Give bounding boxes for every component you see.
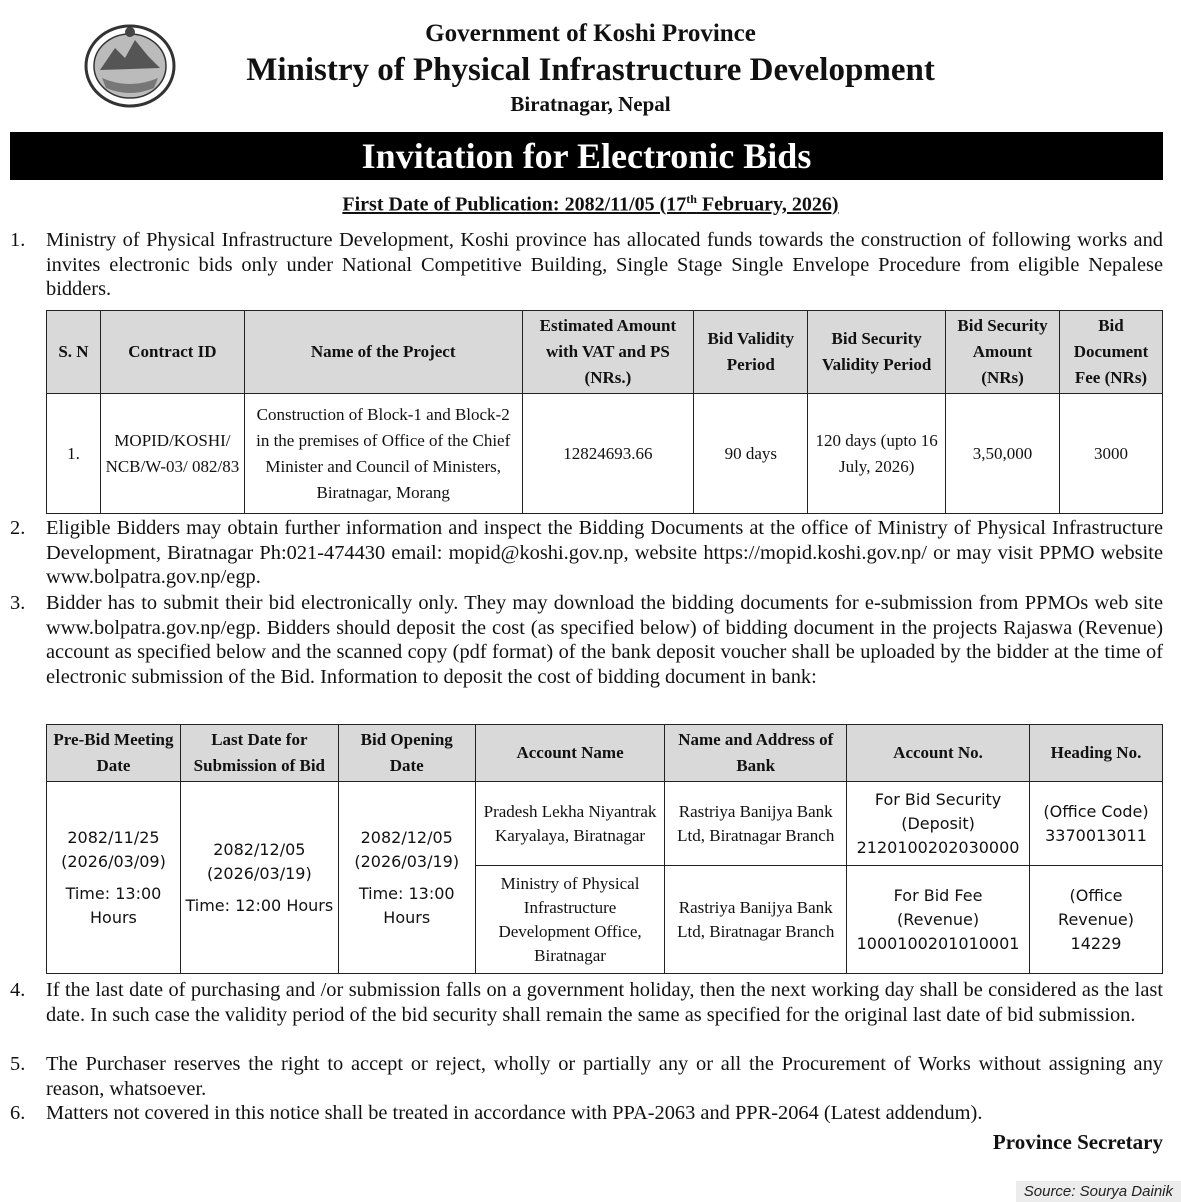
location-subtitle: Biratnagar, Nepal (510, 92, 671, 116)
bank-cell: Rastriya Banijya Bank Ltd, Biratnagar Branch (665, 866, 847, 974)
column-header: Heading No. (1030, 725, 1163, 782)
table-cell: 3,50,000 (946, 394, 1060, 514)
opening-date-cell: 2082/12/05 (2026/03/19) Time: 13:00 Hours (338, 782, 475, 974)
table-cell: 1. (47, 394, 101, 514)
publication-date: First Date of Publication: 2082/11/05 (17th February, 2026) (342, 192, 839, 216)
paragraph-3: 3. Bidder has to submit their bid electronically only. They may download the bidding documents for e-submission from PPMOs web site www.bolpatra.gov.np/egp. Bidders should deposit the cost (as specified below) of bidding document in the projects Rajaswa (Revenue) account as specified below and the scanned copy (pdf format) of the bank deposit voucher shall be uploaded by the bidder at the time of electronic submission of the Bid. Information to deposit the cost of bidding document in bank: (10, 592, 1163, 688)
works-table (46, 310, 1163, 514)
column-header: S. N (47, 311, 101, 394)
column-header: Pre-Bid Meeting Date (47, 725, 181, 782)
account-name-cell: Pradesh Lekha Niyantrak Karyalaya, Biratnagar (475, 782, 665, 866)
government-title: Government of Koshi Province (425, 20, 756, 47)
table-cell: 120 days (upto 16 July, 2026) (808, 394, 946, 514)
table-header-row (47, 311, 1163, 394)
column-header: Name and Address of Bank (665, 725, 847, 782)
column-header: Last Date for Submission of Bid (180, 725, 338, 782)
paragraph-6: 6. Matters not covered in this notice shall be treated in accordance with PPA-2063 and PPR-2064 (Latest addendum). (10, 1102, 983, 1124)
heading-cell: (Office Code) 3370013011 (1030, 782, 1163, 866)
heading-cell: (Office Revenue) 14229 (1030, 866, 1163, 974)
table-cell: 90 days (694, 394, 808, 514)
pre-bid-cell: 2082/11/25 (2026/03/09) Time: 13:00 Hours (47, 782, 181, 974)
bank-cell: Rastriya Banijya Bank Ltd, Biratnagar Branch (665, 782, 847, 866)
source-credit: Source: Sourya Dainik (1016, 1181, 1181, 1202)
signature: Province Secretary (992, 1130, 1163, 1154)
column-header: Account Name (475, 725, 665, 782)
ministry-title: Ministry of Physical Infrastructure Development (246, 52, 935, 88)
column-header: Contract ID (100, 311, 244, 394)
account-no-cell: For Bid Fee (Revenue) 1000100201010001 (847, 866, 1030, 974)
column-header: Bid Security Validity Period (808, 311, 946, 394)
column-header: Estimated Amount with VAT and PS (NRs.) (522, 311, 694, 394)
table-header-row (47, 725, 1163, 782)
notice-banner: Invitation for Electronic Bids (10, 132, 1163, 180)
paragraph-5: 5. The Purchaser reserves the right to accept or reject, wholly or partially any or all the Procurement of Works without assigning any reason, whatsoever. (10, 1053, 1163, 1100)
paragraph-2: 2. Eligible Bidders may obtain further information and inspect the Bidding Documents at the office of Ministry of Physical Infrastructure Development, Biratnagar Ph:021-474430 email: mopid@koshi.gov.np, website https://mopid.koshi.gov.np/ or may visit PPMO website www.bolpatra.gov.np/egp. (10, 517, 1163, 589)
column-header: Bid Document Fee (NRs) (1059, 311, 1162, 394)
column-header: Name of the Project (244, 311, 522, 394)
column-header: Bid Security Amount (NRs) (946, 311, 1060, 394)
table-row (47, 782, 1163, 866)
account-name-cell: Ministry of Physical Infrastructure Development Office, Biratnagar (475, 866, 665, 974)
column-header: Account No. (847, 725, 1030, 782)
table-cell: 3000 (1059, 394, 1162, 514)
bank-details-table (46, 724, 1163, 974)
table-cell: Construction of Block-1 and Block-2 in the premises of Office of the Chief Minister and Council of Ministers, Biratnagar, Morang (244, 394, 522, 514)
table-cell: 12824693.66 (522, 394, 694, 514)
table-row (47, 394, 1163, 514)
paragraph-4: 4. If the last date of purchasing and /or submission falls on a government holiday, then the next working day shall be considered as the last date. In such case the validity period of the bid security shall remain the same as specified for the original last date of bid submission. (10, 979, 1163, 1026)
last-date-cell: 2082/12/05 (2026/03/19) Time: 12:00 Hours (180, 782, 338, 974)
account-no-cell: For Bid Security (Deposit) 2120100202030000 (847, 782, 1030, 866)
paragraph-1: 1. Ministry of Physical Infrastructure Development, Koshi province has allocated funds towards the construction of following works and invites electronic bids only under National Competitive Building, Single Stage Single Envelope Procedure from eligible Nepalese bidders. (10, 229, 1163, 301)
column-header: Bid Opening Date (338, 725, 475, 782)
column-header: Bid Validity Period (694, 311, 808, 394)
table-cell: MOPID/KOSHI/ NCB/W-03/ 082/83 (100, 394, 244, 514)
